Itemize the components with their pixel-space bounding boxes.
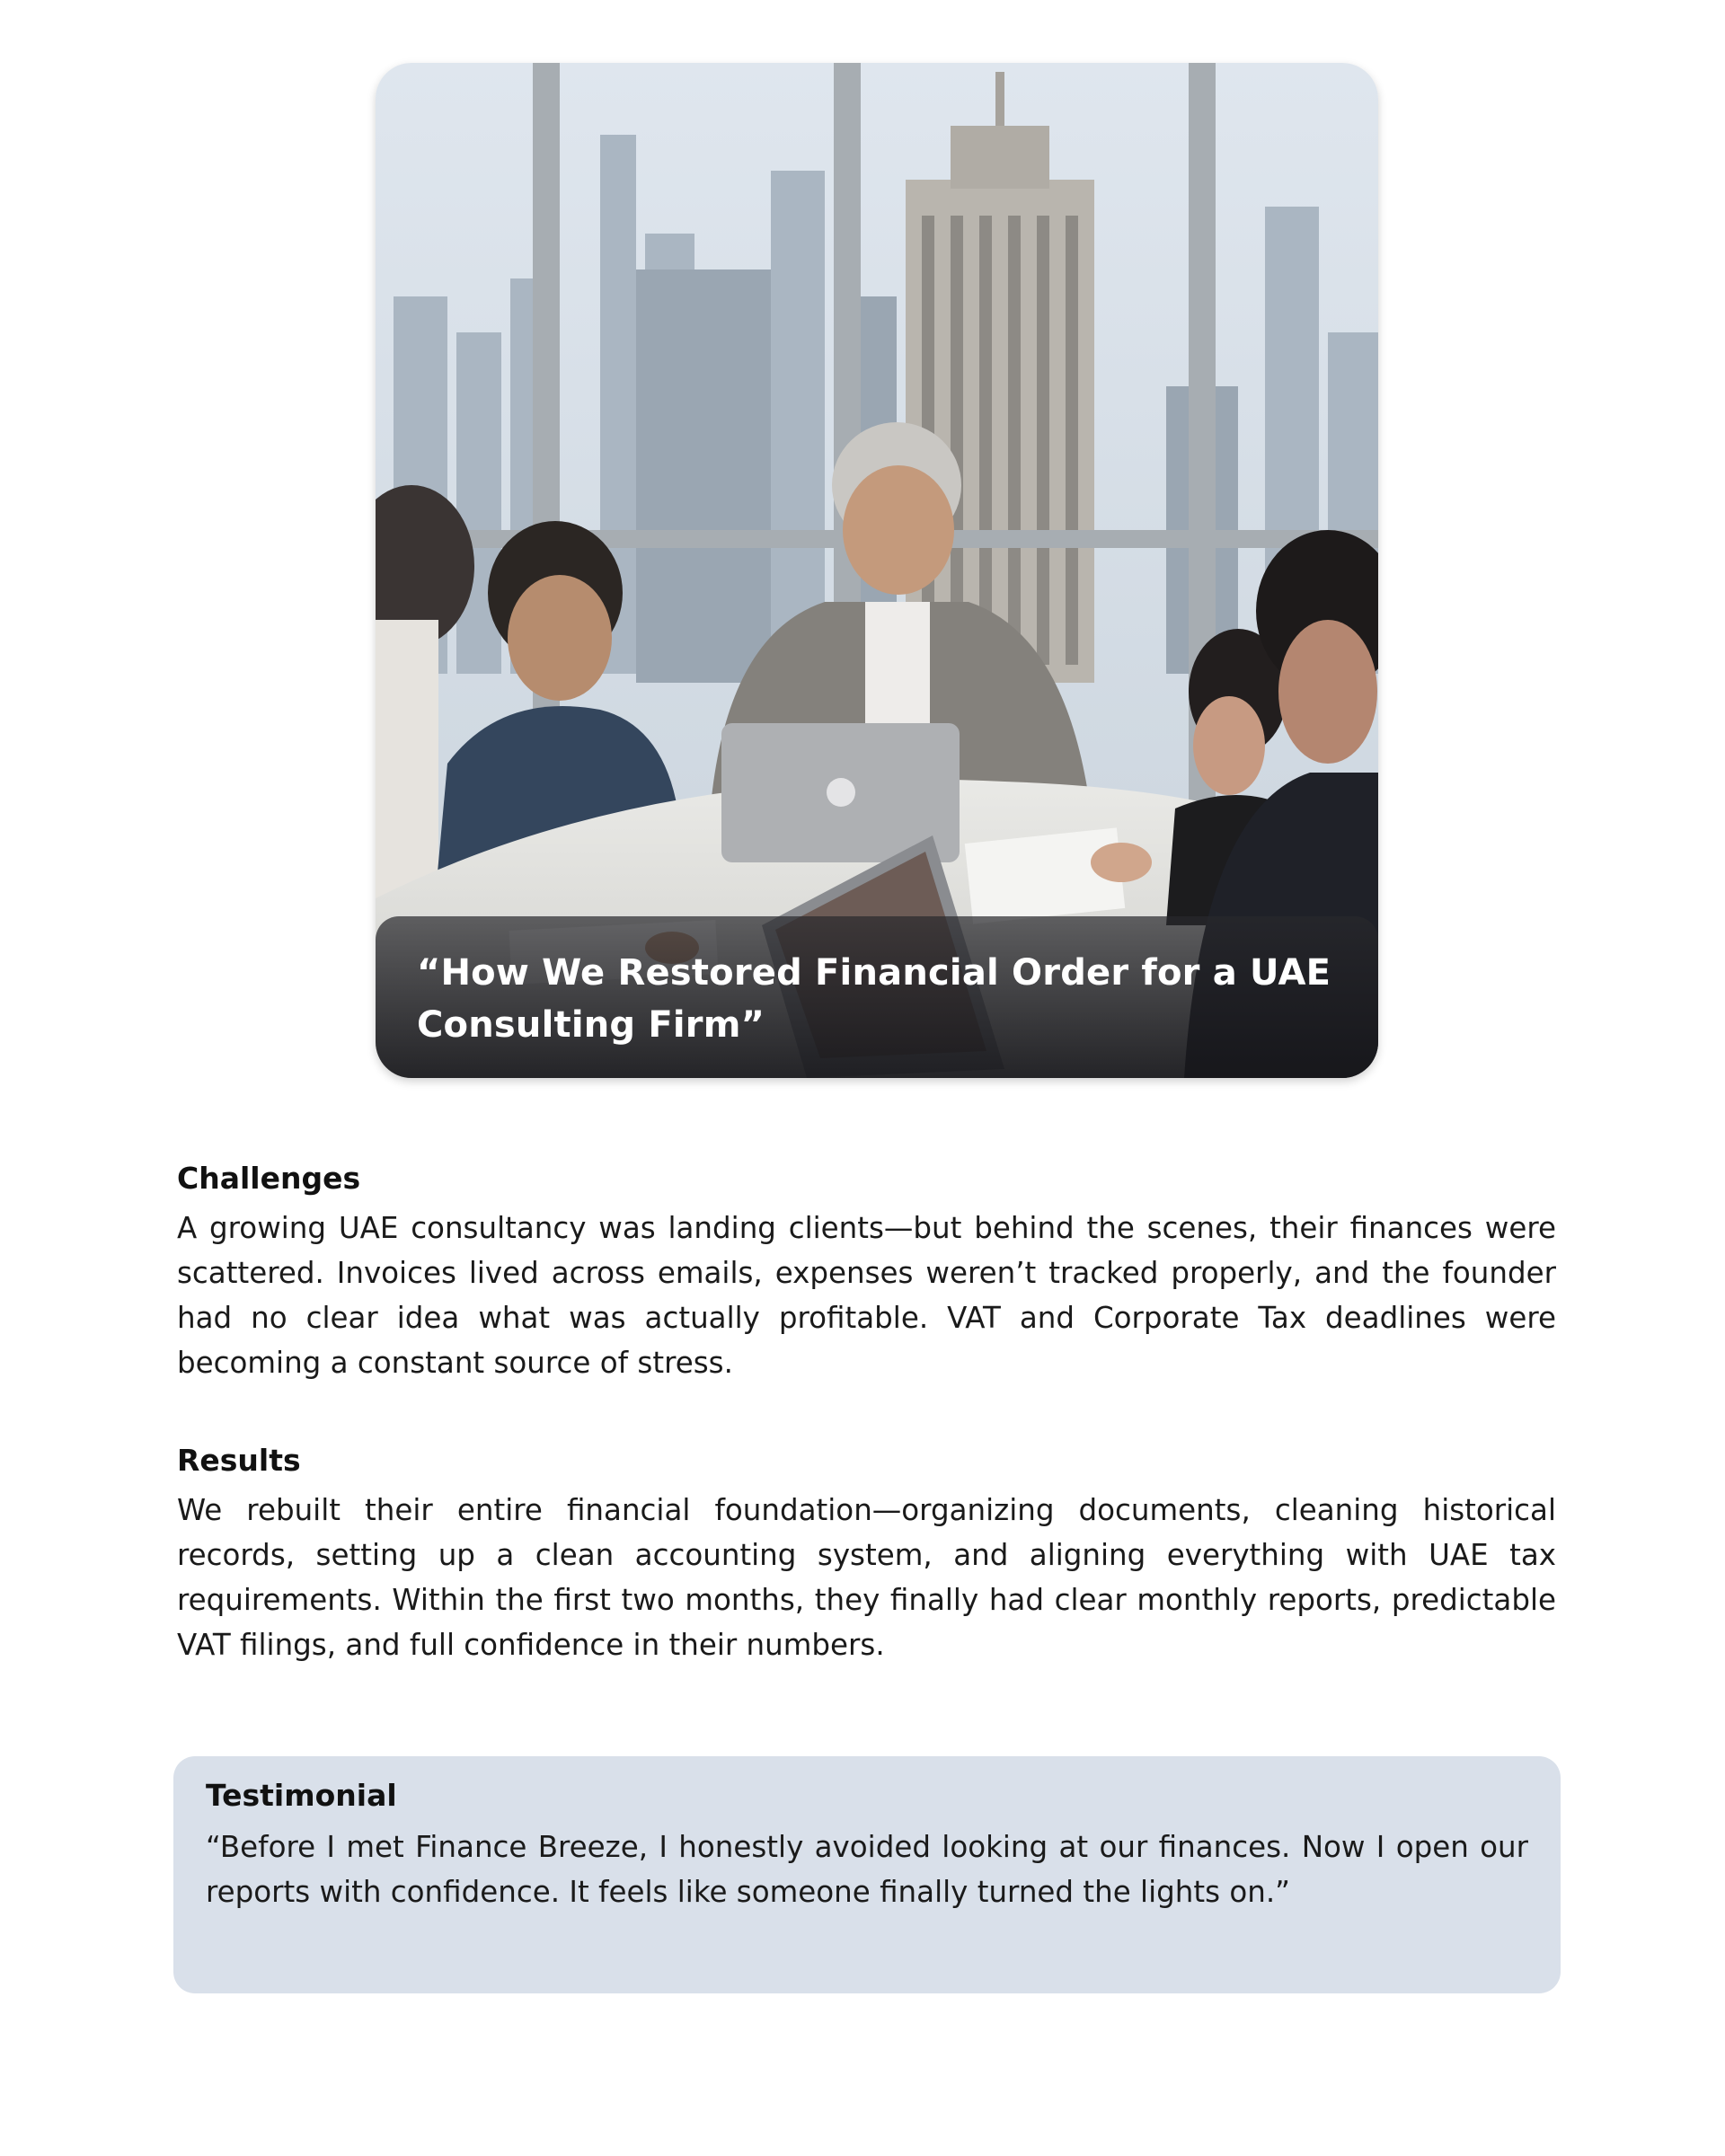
hero-title: “How We Restored Financial Order for a UAE Consulting Firm” [417,952,1331,1046]
results-body: We rebuilt their entire financial foundation—organizing documents, cleaning historical records, setting up a clean accounting system, and aligning everything with UAE tax requirements. Within the first two months, they finally had clear monthly reports, predictable VAT filings, and full confidence in their numbers. [177,1493,1556,1662]
testimonial-heading: Testimonial [206,1778,397,1813]
hero-caption-overlay [376,916,1378,1078]
results-section [177,1441,1556,1667]
challenges-section [177,1159,1556,1385]
results-heading: Results [177,1443,301,1478]
hero-card [376,63,1378,1078]
testimonial-box [173,1756,1561,1993]
testimonial-quote: “Before I met Finance Breeze, I honestly avoided looking at our finances. Now I open our reports with confidence. It feels like someone finally turned the lights on.” [206,1830,1528,1909]
challenges-heading: Challenges [177,1161,361,1196]
challenges-body: A growing UAE consultancy was landing clients—but behind the scenes, their finances were scattered. Invoices lived across emails, expenses weren’t tracked properly, and the founder had no clear idea what was actually profitable. VAT and Corporate Tax deadlines were becoming a constant source of stress. [177,1211,1556,1380]
